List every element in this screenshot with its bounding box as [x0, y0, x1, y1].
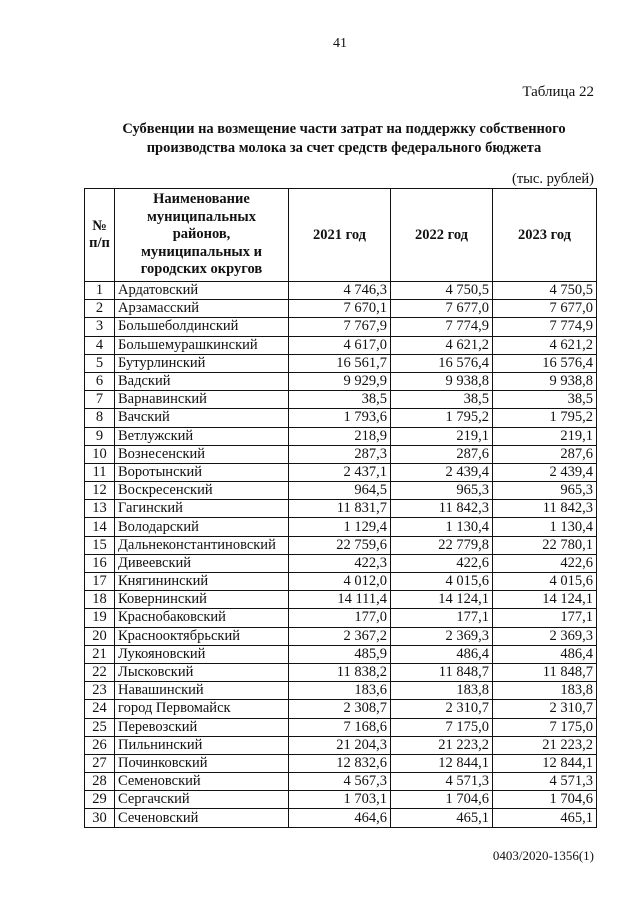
value-2021: 4 617,0	[289, 336, 391, 354]
value-2021: 16 561,7	[289, 354, 391, 372]
table-row	[85, 518, 597, 536]
value-2021: 7 767,9	[289, 318, 391, 336]
row-number: 19	[85, 609, 115, 627]
value-2023: 1 795,2	[493, 409, 597, 427]
district-name: Перевозский	[115, 718, 289, 736]
district-name: Володарский	[115, 518, 289, 536]
value-2023: 12 844,1	[493, 754, 597, 772]
value-2023: 219,1	[493, 427, 597, 445]
value-2022: 183,8	[391, 682, 493, 700]
value-2023: 2 310,7	[493, 700, 597, 718]
value-2022: 177,1	[391, 609, 493, 627]
table-row	[85, 482, 597, 500]
row-number: 9	[85, 427, 115, 445]
value-2023: 183,8	[493, 682, 597, 700]
value-2022: 486,4	[391, 645, 493, 663]
value-2022: 22 779,8	[391, 536, 493, 554]
row-number: 5	[85, 354, 115, 372]
value-2021: 464,6	[289, 809, 391, 827]
value-2022: 9 938,8	[391, 372, 493, 390]
value-2022: 4 621,2	[391, 336, 493, 354]
table-row	[85, 354, 597, 372]
district-name: Краснооктябрьский	[115, 627, 289, 645]
value-2021: 38,5	[289, 391, 391, 409]
table-row	[85, 773, 597, 791]
value-2022: 21 223,2	[391, 736, 493, 754]
value-2022: 465,1	[391, 809, 493, 827]
document-code: 0403/2020-1356(1)	[492, 848, 594, 863]
row-number: 4	[85, 336, 115, 354]
value-2023: 4 571,3	[493, 773, 597, 791]
value-2022: 14 124,1	[391, 591, 493, 609]
value-2022: 2 310,7	[391, 700, 493, 718]
table-row	[85, 427, 597, 445]
table-row	[85, 554, 597, 572]
district-name: Большеболдинский	[115, 318, 289, 336]
value-2021: 22 759,6	[289, 536, 391, 554]
row-number: 30	[85, 809, 115, 827]
value-2022: 1 795,2	[391, 409, 493, 427]
district-name: Варнавинский	[115, 391, 289, 409]
value-2023: 38,5	[493, 391, 597, 409]
header-num: № п/п	[85, 189, 115, 282]
district-name: Сергачский	[115, 791, 289, 809]
value-2023: 4 015,6	[493, 573, 597, 591]
district-name: Лысковский	[115, 663, 289, 681]
value-2023: 11 842,3	[493, 500, 597, 518]
table-row	[85, 718, 597, 736]
value-2022: 219,1	[391, 427, 493, 445]
table-row	[85, 609, 597, 627]
district-name: город Первомайск	[115, 700, 289, 718]
district-name: Сеченовский	[115, 809, 289, 827]
value-2021: 2 308,7	[289, 700, 391, 718]
table-row	[85, 500, 597, 518]
value-2023: 7 774,9	[493, 318, 597, 336]
row-number: 6	[85, 372, 115, 390]
table-row	[85, 754, 597, 772]
value-2023: 1 130,4	[493, 518, 597, 536]
district-name: Семеновский	[115, 773, 289, 791]
header-2023: 2023 год	[493, 189, 597, 282]
district-name: Гагинский	[115, 500, 289, 518]
value-2023: 177,1	[493, 609, 597, 627]
value-2021: 218,9	[289, 427, 391, 445]
value-2021: 287,3	[289, 445, 391, 463]
value-2021: 1 129,4	[289, 518, 391, 536]
district-name: Воротынский	[115, 463, 289, 481]
row-number: 1	[85, 282, 115, 300]
value-2023: 22 780,1	[493, 536, 597, 554]
district-name: Воскресенский	[115, 482, 289, 500]
value-2022: 287,6	[391, 445, 493, 463]
subsidy-table	[84, 188, 597, 828]
row-number: 28	[85, 773, 115, 791]
header-name: Наименование муниципальных районов, муниципальных и городских округов	[115, 189, 289, 282]
district-name: Ковернинский	[115, 591, 289, 609]
value-2022: 38,5	[391, 391, 493, 409]
value-2023: 11 848,7	[493, 663, 597, 681]
row-number: 21	[85, 645, 115, 663]
units-label: (тыс. рублей)	[512, 171, 594, 187]
table-row	[85, 282, 597, 300]
district-name: Вачский	[115, 409, 289, 427]
district-name: Дивеевский	[115, 554, 289, 572]
value-2021: 964,5	[289, 482, 391, 500]
row-number: 3	[85, 318, 115, 336]
row-number: 20	[85, 627, 115, 645]
value-2022: 4 750,5	[391, 282, 493, 300]
value-2022: 1 704,6	[391, 791, 493, 809]
header-2022: 2022 год	[391, 189, 493, 282]
value-2022: 965,3	[391, 482, 493, 500]
value-2021: 1 793,6	[289, 409, 391, 427]
district-name: Дальнеконстантиновский	[115, 536, 289, 554]
value-2022: 422,6	[391, 554, 493, 572]
row-number: 29	[85, 791, 115, 809]
value-2022: 12 844,1	[391, 754, 493, 772]
value-2023: 1 704,6	[493, 791, 597, 809]
value-2023: 486,4	[493, 645, 597, 663]
value-2021: 4 567,3	[289, 773, 391, 791]
district-name: Вознесенский	[115, 445, 289, 463]
value-2022: 11 842,3	[391, 500, 493, 518]
value-2023: 287,6	[493, 445, 597, 463]
table-row	[85, 573, 597, 591]
row-number: 16	[85, 554, 115, 572]
table-row	[85, 536, 597, 554]
row-number: 13	[85, 500, 115, 518]
value-2022: 2 439,4	[391, 463, 493, 481]
value-2021: 14 111,4	[289, 591, 391, 609]
header-row	[85, 189, 597, 282]
row-number: 15	[85, 536, 115, 554]
table-body	[85, 282, 597, 828]
row-number: 2	[85, 300, 115, 318]
row-number: 26	[85, 736, 115, 754]
district-name: Ветлужский	[115, 427, 289, 445]
row-number: 24	[85, 700, 115, 718]
table-row	[85, 318, 597, 336]
value-2021: 12 832,6	[289, 754, 391, 772]
value-2023: 4 621,2	[493, 336, 597, 354]
value-2021: 11 831,7	[289, 500, 391, 518]
value-2021: 4 746,3	[289, 282, 391, 300]
row-number: 18	[85, 591, 115, 609]
value-2023: 2 369,3	[493, 627, 597, 645]
value-2021: 11 838,2	[289, 663, 391, 681]
value-2022: 11 848,7	[391, 663, 493, 681]
value-2021: 485,9	[289, 645, 391, 663]
table-row	[85, 809, 597, 827]
row-number: 25	[85, 718, 115, 736]
district-name: Вадский	[115, 372, 289, 390]
value-2023: 14 124,1	[493, 591, 597, 609]
table-row	[85, 736, 597, 754]
table-row	[85, 645, 597, 663]
value-2023: 7 175,0	[493, 718, 597, 736]
row-number: 17	[85, 573, 115, 591]
row-number: 23	[85, 682, 115, 700]
value-2023: 422,6	[493, 554, 597, 572]
value-2022: 2 369,3	[391, 627, 493, 645]
value-2023: 4 750,5	[493, 282, 597, 300]
district-name: Бутурлинский	[115, 354, 289, 372]
table-row	[85, 336, 597, 354]
document-title	[90, 120, 598, 158]
value-2023: 7 677,0	[493, 300, 597, 318]
value-2021: 1 703,1	[289, 791, 391, 809]
table-row	[85, 591, 597, 609]
value-2022: 7 175,0	[391, 718, 493, 736]
title-line-1: Субвенции на возмещение части затрат на поддержку собственного	[122, 121, 566, 137]
value-2023: 9 938,8	[493, 372, 597, 390]
district-name: Пильнинский	[115, 736, 289, 754]
value-2021: 183,6	[289, 682, 391, 700]
district-name: Большемурашкинский	[115, 336, 289, 354]
row-number: 10	[85, 445, 115, 463]
value-2021: 7 670,1	[289, 300, 391, 318]
table-header	[85, 189, 597, 282]
value-2023: 16 576,4	[493, 354, 597, 372]
table-label: Таблица 22	[522, 84, 594, 100]
table-row	[85, 700, 597, 718]
value-2021: 422,3	[289, 554, 391, 572]
district-name: Ардатовский	[115, 282, 289, 300]
value-2022: 7 774,9	[391, 318, 493, 336]
row-number: 22	[85, 663, 115, 681]
district-name: Княгининский	[115, 573, 289, 591]
value-2021: 21 204,3	[289, 736, 391, 754]
value-2023: 2 439,4	[493, 463, 597, 481]
title-line-2: производства молока за счет средств федерального бюджета	[146, 140, 542, 156]
table-row	[85, 372, 597, 390]
district-name: Навашинский	[115, 682, 289, 700]
table-row	[85, 682, 597, 700]
row-number: 8	[85, 409, 115, 427]
table-row	[85, 409, 597, 427]
value-2021: 2 367,2	[289, 627, 391, 645]
table-row	[85, 445, 597, 463]
value-2023: 965,3	[493, 482, 597, 500]
row-number: 11	[85, 463, 115, 481]
table-row	[85, 463, 597, 481]
district-name: Арзамасский	[115, 300, 289, 318]
value-2022: 7 677,0	[391, 300, 493, 318]
table-row	[85, 391, 597, 409]
row-number: 7	[85, 391, 115, 409]
value-2022: 1 130,4	[391, 518, 493, 536]
value-2022: 4 015,6	[391, 573, 493, 591]
value-2022: 4 571,3	[391, 773, 493, 791]
page-number: 41	[333, 36, 347, 51]
table-row	[85, 791, 597, 809]
value-2021: 4 012,0	[289, 573, 391, 591]
district-name: Починковский	[115, 754, 289, 772]
table-row	[85, 300, 597, 318]
row-number: 12	[85, 482, 115, 500]
table-row	[85, 663, 597, 681]
value-2021: 7 168,6	[289, 718, 391, 736]
row-number: 27	[85, 754, 115, 772]
value-2021: 2 437,1	[289, 463, 391, 481]
row-number: 14	[85, 518, 115, 536]
table-row	[85, 627, 597, 645]
value-2022: 16 576,4	[391, 354, 493, 372]
value-2023: 465,1	[493, 809, 597, 827]
district-name: Краснобаковский	[115, 609, 289, 627]
value-2023: 21 223,2	[493, 736, 597, 754]
district-name: Лукояновский	[115, 645, 289, 663]
header-2021: 2021 год	[289, 189, 391, 282]
value-2021: 9 929,9	[289, 372, 391, 390]
value-2021: 177,0	[289, 609, 391, 627]
